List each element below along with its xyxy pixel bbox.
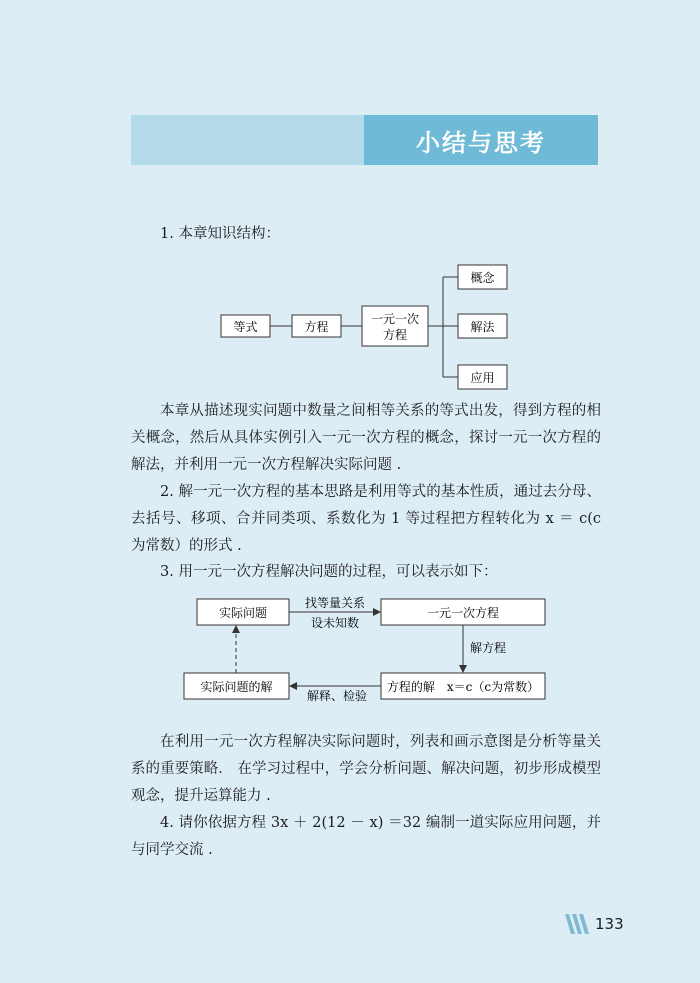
- node-equation-solution: [381, 673, 545, 699]
- paragraph-strategy: 在利用一元一次方程解决实际问题时，列表和画示意图是分析等量关系的重要策略． 在学习过程中，学会分析问题、解决问题，初步形成模型观念，提升运算能力 .: [131, 734, 601, 804]
- node-solution-label: 解法: [470, 320, 495, 334]
- paragraph-process-intro: 3. 用一元一次方程解决问题的过程，可以表示如下：: [160, 564, 498, 580]
- section-title: 小结与思考: [364, 115, 598, 165]
- paragraph-solving-approach: 2. 解一元一次方程的基本思路是利用等式的基本性质，通过去分母、去括号、移项、合并同类项、系数化为 1 等过程把方程转化为 x ＝ c(c 为常数）的形式 .: [131, 484, 601, 554]
- node-linear-label-1: 一元一次: [370, 312, 420, 326]
- node-real-solution-label: 实际问题的解: [200, 680, 273, 694]
- section1-heading: 1. 本章知识结构：: [160, 226, 280, 242]
- node-real-problem-label: 实际问题: [218, 606, 268, 620]
- node-real-problem: [197, 599, 289, 625]
- node-application-label: 应用: [470, 371, 495, 385]
- edge-label-set-unknown: 设未知数: [310, 616, 360, 630]
- node-equality-label: 等式: [233, 320, 258, 334]
- node-linear-equation-process: [381, 599, 545, 625]
- node-real-solution: [184, 673, 289, 699]
- edge-label-interpret: 解释、检验: [306, 689, 368, 703]
- node-equation-label: 方程: [304, 320, 329, 334]
- paragraph-exercise: 4. 请你依据方程 3x ＋ 2(12 － x) ＝32 编制一道实际应用问题，并与同学交流 .: [131, 815, 601, 858]
- page-footer: [565, 913, 624, 935]
- edge-label-find-relation: 找等量关系: [304, 596, 366, 610]
- node-concept-label: 概念: [470, 271, 495, 285]
- paragraph-chapter-summary: 本章从描述现实问题中数量之间相等关系的等式出发，得到方程的相关概念，然后从具体实例引入一元一次方程的概念，探讨一元一次方程的解法，并利用一元一次方程解决实际问题 .: [131, 403, 601, 473]
- node-linear-label-2: 方程: [382, 328, 408, 342]
- node-equation-solution-label: 方程的解 x＝c（c为常数）: [386, 680, 540, 694]
- edge-label-solve: 解方程: [470, 641, 507, 655]
- page-number: 133: [595, 915, 624, 933]
- stripes-icon: [565, 914, 593, 934]
- node-linear-equation-process-label: 一元一次方程: [426, 606, 500, 620]
